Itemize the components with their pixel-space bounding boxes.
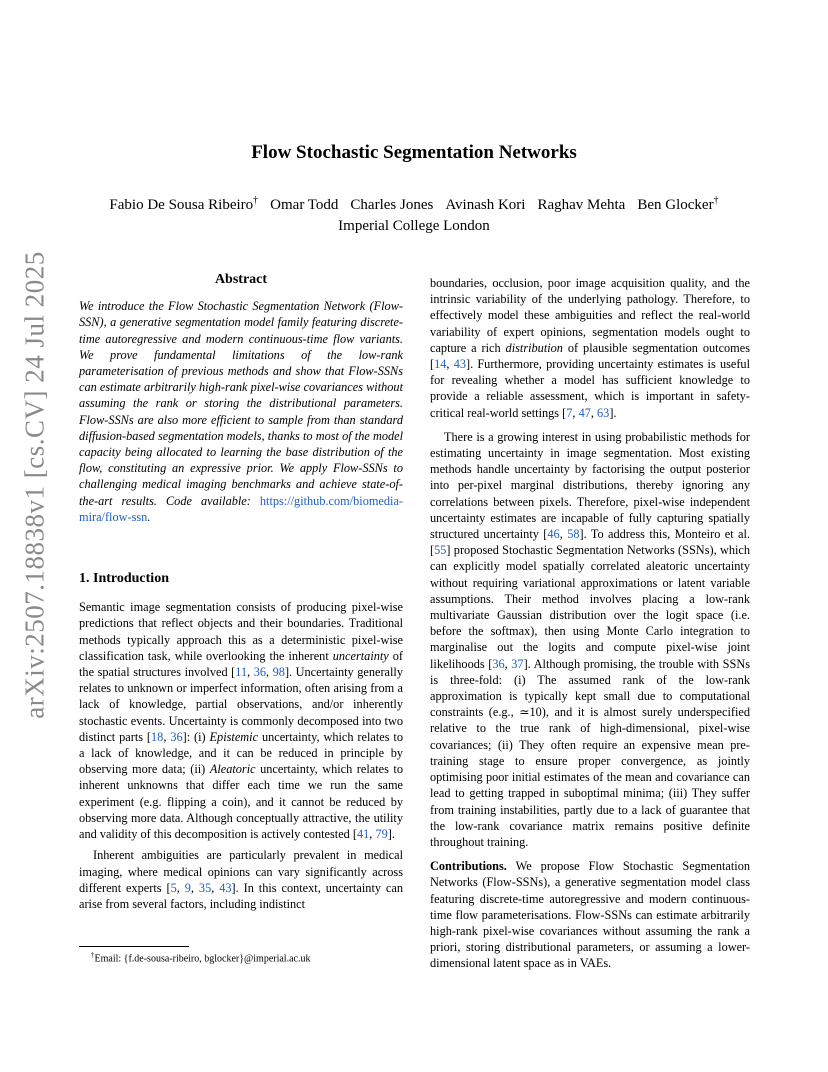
citation-link[interactable]: 98: [272, 665, 285, 680]
body-text: ,: [176, 880, 185, 895]
citation-link[interactable]: 79: [375, 827, 388, 842]
citation-link[interactable]: 18: [151, 729, 164, 744]
author-name: Avinash Kori: [445, 197, 526, 213]
body-text: ,: [247, 665, 254, 680]
body-text: uncertainty, which relates to a lack of knowledge, and it can be reduced in principle by observing more data; (ii): [79, 729, 403, 777]
body-text: ,: [446, 357, 454, 372]
body-text: of the spatial structures involved [: [79, 648, 403, 680]
section-heading-introduction: 1. Introduction: [79, 571, 169, 587]
body-text: ]. Uncertainty generally relates to unknown or imperfect information, often arising from a lack of knowledge, partial observations, and/or inherently stochastic events. Uncertainty is commonly decomposed into two distinct parts [: [79, 665, 403, 744]
citation-link[interactable]: 43: [453, 357, 466, 372]
citation-link[interactable]: 41: [357, 827, 370, 842]
citation-link[interactable]: 55: [434, 543, 447, 558]
body-text: ].: [609, 405, 617, 420]
body-text: ,: [266, 665, 273, 680]
affiliation: Imperial College London: [338, 218, 490, 234]
author-name: Fabio De Sousa Ribeiro†: [109, 195, 259, 213]
author-name: Charles Jones: [350, 197, 434, 213]
body-text: ,: [504, 656, 512, 671]
abstract-body: We introduce the Flow Stochastic Segmentation Network (Flow-SSN), a generative segmentation model family featuring discrete-time autoregressive and modern continuous-time flow variants. We prove fundamental limitations of the low-rank parameterisation of previous methods and show that Flow-SSNs can estimate arbitrarily high-rank pixel-wise covariances without assuming the rank or storing the distributional parameters. Flow-SSNs are also more efficient to sample from than standard diffusion-based segmentation models, thanks to most of the model capacity being allocated to learning the base distribution of the flow, constituting an expressive prior. We apply Flow-SSNs to challenging medical imaging benchmarks and achieve state-of-the-art results. Code available:: [79, 299, 403, 508]
body-text: ,: [572, 405, 579, 420]
author-mark: †: [253, 195, 259, 206]
citation-link[interactable]: 36: [253, 665, 267, 680]
body-text: ,: [559, 527, 568, 542]
author-name: Omar Todd: [270, 197, 339, 213]
body-text: uncertainty, which relates to inherent unknowns that differ each time we run the same experiment (e.g. flipping a coin), and it cannot be reduced by observing more data. Although conceptually attractive, the utility and validity of this decomposition is actively contested [: [79, 762, 403, 842]
citation-link[interactable]: 36: [492, 656, 505, 671]
abstract-link-end: .: [147, 509, 151, 524]
author-name: Raghav Mehta: [537, 197, 626, 213]
intro-paragraph-2: [79, 847, 403, 912]
emphasis-text: Aleatoric: [209, 762, 256, 777]
emphasis-text: Epistemic: [209, 729, 259, 744]
footnote: [79, 951, 403, 964]
body-text: ,: [190, 880, 199, 895]
body-text: boundaries, occlusion, poor image acquisition quality, and the intrinsic variability of the underlying pathology. Therefore, to effectively model these ambiguities and reflect the real-world variability of expert opinions, segmentation models ought to capture a rich: [430, 276, 750, 355]
contributions-heading: Contributions.: [430, 859, 507, 874]
body-text: Semantic image segmentation consists of producing pixel-wise predictions that reflect objects and their boundaries. Traditional methods typically approach this as a deterministic pixel-wise classification task, while overlooking the inherent: [79, 600, 403, 663]
body-text: ]. Furthermore, providing uncertainty estimates is useful for revealing whether a model has sufficient knowledge to provide a reliable assessment, which is important in safety-critical real-world settings [: [430, 357, 750, 420]
footnote-rule: [79, 946, 189, 947]
right-paragraph-1: [430, 275, 750, 421]
left-column: [79, 272, 403, 917]
citation-link[interactable]: 35: [198, 880, 212, 895]
contributions-paragraph: [430, 858, 750, 971]
citation-link[interactable]: 11: [235, 665, 248, 680]
emphasis-text: distribution: [505, 340, 563, 355]
paper-title: Flow Stochastic Segmentation Networks: [251, 142, 577, 163]
body-text: ]. To address this, Monteiro et al. [: [430, 527, 750, 558]
body-text: There is a growing interest in using probabilistic methods for estimating uncertainty in image segmentation. Most existing methods handle uncertainty by factorising the output posterior into per-pixel marginal distributions, thereby ignoring any correlations between pixels. Therefore, pixel-wise independent uncertainty estimates are incapable of fully capturing spatially structured uncertainty [: [430, 429, 750, 542]
abstract-heading: Abstract: [214, 272, 268, 287]
citation-link[interactable]: 63: [597, 405, 610, 420]
footnote-mark: †: [91, 951, 95, 959]
body-text: of plausible segmentation outcomes [: [430, 340, 750, 372]
citation-link[interactable]: 46: [547, 527, 560, 542]
author-mark: †: [713, 195, 719, 206]
citation-link[interactable]: 43: [219, 880, 232, 895]
body-text: ,: [163, 729, 171, 744]
arxiv-identifier: arXiv:2507.18838v1 [cs.CV] 24 Jul 2025: [19, 251, 50, 719]
citation-link[interactable]: 14: [434, 357, 447, 372]
abstract-text: [79, 298, 403, 525]
body-text: ,: [211, 880, 220, 895]
body-text: ]. Although promising, the trouble with SSNs is three-fold: (i) The assumed rank of the low-rank approximation is typically kept small due to computational constraints (e.g., ≃10), and it is almost surely underspecified relative to the true rank of high-dimensional, pixel-wise covariances; (ii) They often require an expensive mean pre-training stage to ensure proper convergence, as jointly optimising poor initial estimates of the mean and covariance can lead to getting trapped in suboptimal minima; (iii) They suffer from training instabilities, partly due to a lack of guarantee that the low-rank covariance matrix remains positive definite throughout training.: [430, 656, 750, 849]
body-text: ]. In this context, uncertainty can arise from several factors, including indistinct: [79, 880, 403, 911]
body-text: ].: [387, 827, 395, 842]
right-paragraph-2: [430, 429, 750, 850]
citation-link[interactable]: 47: [578, 405, 591, 420]
author-list: [0, 195, 828, 214]
body-text: Inherent ambiguities are particularly prevalent in medical imaging, where medical opinions can vary significantly across different experts [: [79, 848, 403, 895]
author-name: Ben Glocker†: [637, 195, 719, 213]
footnote-text: Email: {f.de-sousa-ribeiro, bglocker}@imperial.ac.uk: [94, 953, 311, 965]
code-link[interactable]: https://github.com/biomedia-mira/flow-ssn: [79, 493, 403, 524]
citation-link[interactable]: 58: [567, 527, 580, 542]
citation-link[interactable]: 9: [184, 880, 191, 895]
right-column: [430, 275, 750, 977]
body-text: ] proposed Stochastic Segmentation Networks (SSNs), which can explicitly model spatially correlated aleatoric uncertainty without requiring variational approximations or latent variable assumptions. Their method involves placing a low-rank multivariate Gaussian distribution over the logit space (i.e. before the softmax), then using Monte Carlo integration to marginalise out the logits and compute pixel-wise joint likelihoods [: [430, 543, 750, 671]
citation-link[interactable]: 36: [170, 729, 183, 744]
intro-paragraph-1: [79, 599, 403, 842]
body-text: ]: (i): [182, 729, 210, 744]
citation-link[interactable]: 7: [566, 405, 573, 420]
body-text: ,: [590, 405, 598, 420]
emphasis-text: uncertainty: [332, 648, 389, 663]
citation-link[interactable]: 37: [511, 656, 524, 671]
citation-link[interactable]: 5: [170, 880, 177, 895]
contributions-text: We propose Flow Stochastic Segmentation Networks (Flow-SSNs), a generative segmentation model class featuring discrete-time autoregressive and modern continuous-time flow parameterisations. Flow-SSNs can estimate arbitrarily high-rank pixel-wise covariances without assuming the rank a priori, storing distributional parameters, or assuming a lower-dimensional latent space as in VAEs.: [430, 859, 750, 971]
body-text: ,: [369, 827, 376, 842]
